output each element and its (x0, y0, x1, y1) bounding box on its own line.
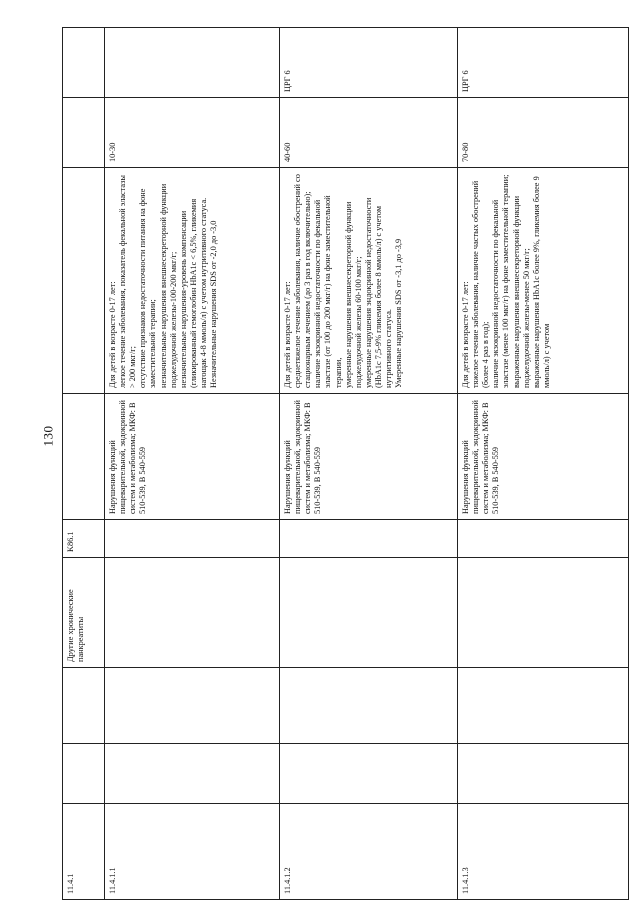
program (105, 28, 280, 98)
empty-cell (280, 744, 458, 804)
program: ЦРГ 6 (280, 28, 458, 98)
criteria (63, 168, 105, 394)
empty-cell (105, 744, 280, 804)
icd-code (458, 520, 629, 558)
page-number: 130 (40, 425, 56, 447)
percent: 10-30 (105, 98, 280, 168)
criteria-line: наличие экзокринной недостаточности по фекальной эластазе (менее 100 мкг/г) на фоне заместительной терапии; (491, 174, 511, 388)
percent: 70-80 (458, 98, 629, 168)
icd-code (105, 520, 280, 558)
icd-code (280, 520, 458, 558)
criteria-line: Умеренные нарушения SDS от -3,1 до -3,9 (394, 238, 404, 388)
empty-cell (458, 744, 629, 804)
disability-criteria-table (62, 27, 629, 900)
criteria-line: легкое течение заболевания, показатель фекальной эластазы > 200 мкг/г; (118, 175, 138, 388)
criteria-line: наличие экзокринной недостаточности по фекальной эластазе (от 100 до 200 мкг/г) на фоне заместительной терапии, (313, 195, 343, 388)
criteria (280, 168, 458, 394)
disease-name (280, 558, 458, 668)
criteria (458, 168, 629, 394)
disease-name: Другие хронические панкреатиты (63, 558, 105, 668)
row-code: 11.4.1.3 (458, 804, 629, 900)
impairment: Нарушения функций пищеварительной, эндокринной систем и метаболизма; МКФ: B 510-539, B 540-559 (105, 394, 280, 520)
table-row (280, 28, 458, 900)
criteria-line: умеренные нарушения внешнесекреторной функции поджелудочной железы 60-100 мкг/г; (343, 201, 363, 388)
program (63, 28, 105, 98)
empty-cell (63, 744, 105, 804)
impairment: Нарушения функций пищеварительной, эндокринной систем и метаболизма; МКФ: B 510-539, B 540-559 (280, 394, 458, 520)
criteria (105, 168, 280, 394)
disease-name (105, 558, 280, 668)
criteria-line: незначительные нарушения внешнесекреторной функции поджелудочной железы-100-200 мкг/г; (158, 183, 178, 388)
criteria-line: отсутствие признаков недостаточности питания на фоне заместительной терапии; (138, 188, 158, 388)
rotated-table-sheet (62, 28, 628, 900)
percent (63, 98, 105, 168)
row-code: 11.4.1.1 (105, 804, 280, 900)
table-row (458, 28, 629, 900)
impairment: Нарушения функций пищеварительной, эндокринной систем и метаболизма; МКФ: B 510-539, B 540-559 (458, 394, 629, 520)
empty-cell (63, 668, 105, 744)
percent: 40-60 (280, 98, 458, 168)
empty-cell (458, 668, 629, 744)
criteria-line: Для детей в возрасте 0-17 лет: (461, 281, 470, 388)
program: ЦРГ 6 (458, 28, 629, 98)
criteria-line: тяжелое течение заболевания, наличие частых обострений (более 4 раз в год); (471, 180, 491, 388)
row-code: 11.4.1 (63, 804, 105, 900)
criteria-line: незначительные нарушения-уровень компенсации (гликированный гемоглобин HbA1c < 6,5%, гликемия натощак 4-8 ммоль/л) с учетом нутритивного статуса. (178, 197, 208, 388)
criteria-line: среднетяжелое течение заболевания, наличие обострений со стационарным лечением (до 3 раз в год включительно); (293, 174, 313, 388)
criteria-line: Незначительные нарушения SDS от -2,0 до -3,0 (209, 220, 219, 388)
criteria-line: Для детей в возрасте 0-17 лет: (108, 281, 117, 388)
icd-code: K86.1 (63, 520, 105, 558)
empty-cell (105, 668, 280, 744)
table-row (63, 28, 105, 900)
table-row (105, 28, 280, 900)
impairment (63, 394, 105, 520)
empty-cell (280, 668, 458, 744)
criteria-line: Для детей в возрасте 0-17 лет: (283, 281, 292, 388)
criteria-line: выраженные нарушения внешнесекреторной функции поджелудочной железы-менее 50 мкг/г; (511, 195, 531, 388)
criteria-line: умеренные нарушения эндокринной недостаточности (HbA1c 7,5-9% гликемия более 8 ммоль/л) с учетом нутритивного статуса. (363, 197, 394, 388)
row-code: 11.4.1.2 (280, 804, 458, 900)
criteria-line: выраженные нарушения HbA1c более 9%, гликемия более 9 ммоль/л) с учетом (531, 176, 551, 388)
disease-name (458, 558, 629, 668)
